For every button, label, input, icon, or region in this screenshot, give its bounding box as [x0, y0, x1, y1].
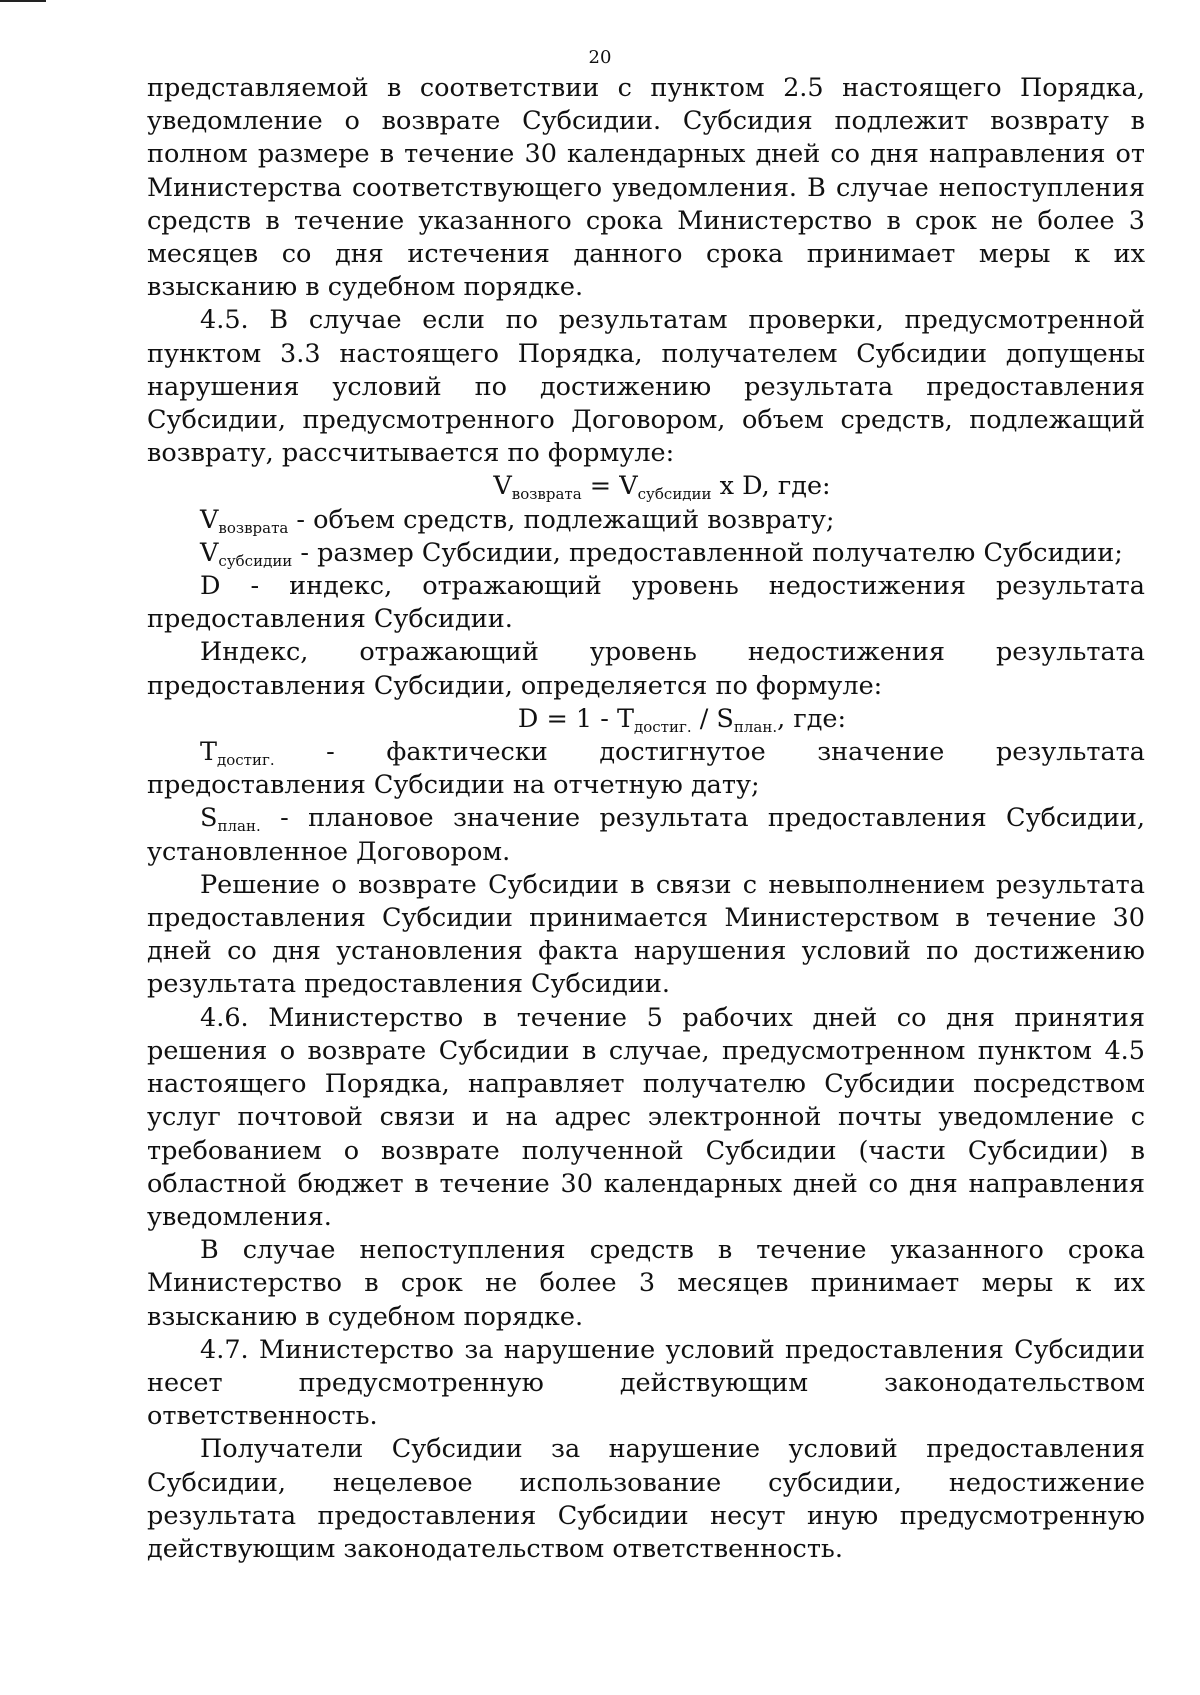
definition-text: - объем средств, подлежащий возврату; — [288, 504, 835, 535]
paragraph-4-5: 4.5. В случае если по результатам проверки, предусмотренной пунктом 3.3 настоящего Порядка, получателем Субсидии допущены нарушения условий по достижению результата предоставления Субсидии, предусмотренного Договором, объем средств, подлежащий возврату, рассчитывается по формуле: — [147, 305, 1145, 469]
paragraph-4-6: 4.6. Министерство в течение 5 рабочих дней со дня принятия решения о возврате Субсидии в случае, предусмотренном пунктом 4.5 настоящего Порядка, направляет получателю Субсидии посредством услуг почтовой связи и на адрес электронной почты уведомление с требованием о возврате полученной Субсидии (части Субсидии) в областной бюджет в течение 30 календарных дней со дня направления уведомления. — [147, 1002, 1145, 1232]
definition-text: - размер Субсидии, предоставленной получателю Субсидии; — [292, 537, 1123, 568]
formula-v-letter: V — [493, 471, 512, 502]
formula-index — [147, 703, 1145, 736]
paragraph-decision: Решение о возврате Субсидии в связи с невыполнением результата предоставления Субсидии принимается Министерством в течение 30 дней со дня установления факта нарушения условий по достижению результата предоставления Субсидии. — [147, 869, 1145, 1000]
index-intro: Индекс, отражающий уровень недостижения результата предоставления Субсидии, определяется по формуле: — [147, 637, 1145, 701]
paragraph-continuation: представляемой в соответствии с пунктом 2.5 настоящего Порядка, уведомление о возврате Субсидии. Субсидия подлежит возврату в полном размере в течение 30 календарных дней со дня направления от Министерства соответствующего уведомления. В случае непоступления средств в течение указанного срока Министерство в срок не более 3 месяцев со дня истечения данного срока принимает меры к их взысканию в судебном порядке. — [147, 73, 1145, 303]
formula-v-subsidy-subscript: субсидии — [637, 485, 712, 504]
definition-d: D - индекс, отражающий уровень недостижения результата предоставления Субсидии. — [147, 571, 1145, 635]
formula-head: D = 1 - T — [517, 703, 634, 734]
formula-v-return-subscript: возврата — [511, 485, 582, 504]
definition-symbol: V — [200, 504, 219, 535]
formula-v-letter: V — [619, 471, 638, 502]
formula-s-subscript: план. — [733, 717, 778, 736]
document-body — [147, 72, 1145, 1566]
paragraph-nonreceipt: В случае непоступления средств в течение указанного срока Министерство в срок не более 3 месяцев принимает меры к их взысканию в судебном порядке. — [147, 1235, 1145, 1332]
definition-text: - плановое значение результата предоставления Субсидии, установленное Договором. — [147, 803, 1145, 867]
definition-subscript: субсидии — [218, 551, 293, 570]
paragraph-4-7: 4.7. Министерство за нарушение условий предоставления Субсидии несет предусмотренную действующим законодательством ответственность. — [147, 1334, 1145, 1432]
definition-t — [147, 736, 1145, 802]
definition-symbol: T — [200, 737, 218, 768]
formula-slash: / S — [691, 703, 734, 734]
definition-s — [147, 802, 1145, 868]
definition-v-subsidy — [147, 537, 1145, 570]
page-number: 20 — [588, 47, 612, 68]
paragraph-recipients: Получатели Субсидии за нарушение условий предоставления Субсидии, нецелевое использование субсидии, недостижение результата предоставления Субсидии несут иную предусмотренную действующим законодательством ответственность. — [147, 1434, 1145, 1564]
formula-return-volume — [147, 470, 1145, 503]
formula-tail: , где: — [777, 703, 847, 734]
scan-corner-mark — [0, 0, 46, 2]
formula-equals: = — [581, 471, 620, 502]
formula-tail: x D, где: — [711, 471, 831, 502]
definition-v-return — [147, 504, 1145, 537]
definition-subscript: достиг. — [217, 751, 275, 770]
formula-t-subscript: достиг. — [634, 717, 692, 736]
definition-text: - фактически достигнутое значение результата предоставления Субсидии на отчетную дату; — [147, 737, 1145, 801]
definition-symbol: V — [200, 537, 219, 568]
definition-symbol: S — [200, 803, 218, 834]
definition-subscript: возврата — [218, 518, 289, 537]
definition-subscript: план. — [217, 817, 261, 836]
